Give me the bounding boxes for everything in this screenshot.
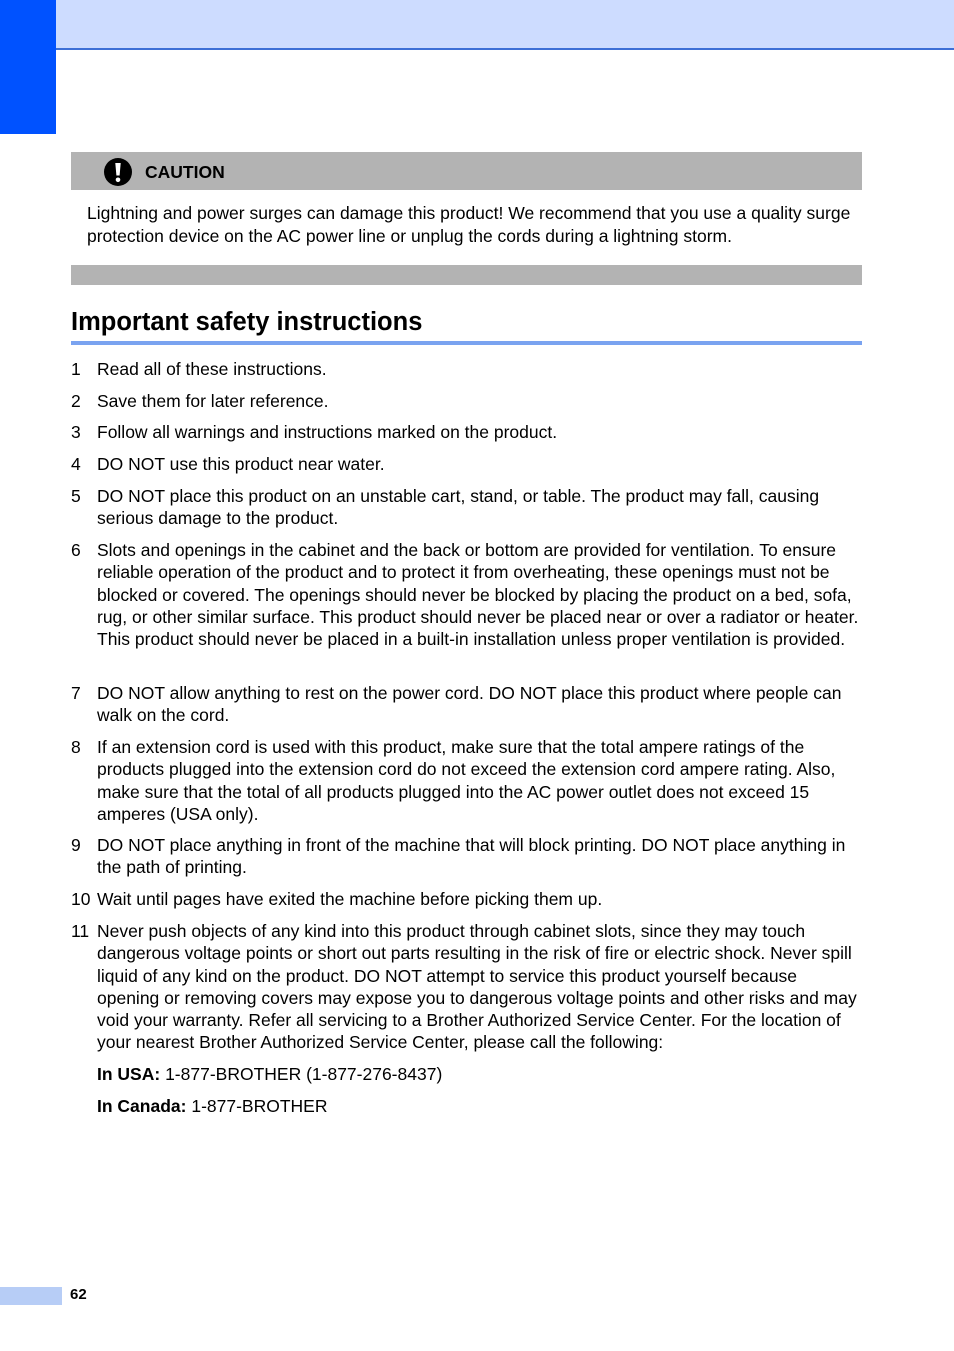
list-item: [71, 485, 862, 530]
header-band: [56, 0, 954, 50]
item-text: DO NOT use this product near water.: [97, 454, 385, 474]
item-text: Never push objects of any kind into this product through cabinet slots, since they may touch dangerous voltage points or short out parts resulting in the risk of fire or electric shock. Never spill liquid of any kind on the product. DO NOT attempt to service this product yourself because opening or removing covers may expose you to dangerous voltage points and other risks and may void your warranty. Refer all servicing to a Brother Authorized Service Center. For the location of your nearest Brother Authorized Service Center, please call the following:: [97, 921, 857, 1053]
list-item: [71, 421, 862, 443]
item-text: DO NOT place this product on an unstable cart, stand, or table. The product may fall, causing serious damage to the product.: [97, 486, 820, 529]
page-number: 62: [70, 1286, 87, 1303]
item-number: 10: [71, 889, 91, 909]
item-text: DO NOT allow anything to rest on the power cord. DO NOT place this product where people can walk on the cord.: [97, 683, 842, 726]
contact-usa-value: 1-877-BROTHER (1-877-276-8437): [160, 1064, 443, 1084]
item-number: 5: [71, 486, 81, 506]
list-item: [71, 834, 862, 879]
chapter-tab: [0, 0, 56, 134]
list-item: [71, 888, 862, 910]
item-text: Slots and openings in the cabinet and the back or bottom are provided for ventilation. To ensure reliable operation of the product and to protect it from overheating, these openings must not be blocked or covered. The openings should never be blocked by placing the product on a bed, sofa, rug, or other similar surface. This product should never be placed near or over a radiator or heater. This product should never be placed in a built-in installation unless proper ventilation is provided.: [97, 540, 859, 650]
caution-title: CAUTION: [145, 162, 225, 182]
item-number: 11: [71, 921, 90, 941]
item-text: Read all of these instructions.: [97, 359, 327, 379]
item-number: 3: [71, 422, 81, 442]
item-number: 9: [71, 835, 81, 855]
section-heading: Important safety instructions: [71, 305, 862, 345]
caution-header: [71, 152, 862, 190]
item-text: Wait until pages have exited the machine before picking them up.: [97, 889, 603, 909]
list-item: [71, 920, 862, 1054]
item-number: 7: [71, 683, 81, 703]
caution-body: Lightning and power surges can damage this product! We recommend that you use a quality surge protection device on the AC power line or unplug the cords during a lightning storm.: [87, 203, 851, 246]
list-item: [71, 736, 862, 825]
contact-canada-value: 1-877-BROTHER: [186, 1096, 328, 1116]
list-item: [71, 358, 862, 380]
item-number: 6: [71, 540, 81, 560]
item-text: DO NOT place anything in front of the machine that will block printing. DO NOT place anything in the path of printing.: [97, 835, 846, 878]
item-number: 4: [71, 454, 81, 474]
item-text: Follow all warnings and instructions marked on the product.: [97, 422, 558, 442]
item-number: 1: [71, 359, 81, 379]
contact-usa-label: In USA:: [97, 1064, 161, 1084]
list-item: [71, 390, 862, 412]
list-item: [71, 453, 862, 475]
contact-canada-label: In Canada:: [97, 1096, 187, 1116]
item-text: If an extension cord is used with this product, make sure that the total ampere ratings of the products plugged into the extension cord do not exceed the extension cord ampere rating. Also, make sure that the total of all products plugged into the AC power outlet does not exceed 15 amperes (USA only).: [97, 737, 836, 824]
list-item: [71, 682, 862, 727]
item-number: 2: [71, 391, 81, 411]
caution-footer: [71, 265, 862, 285]
page-number-bar: [0, 1287, 62, 1305]
contact-canada: [97, 1095, 327, 1117]
item-number: 8: [71, 737, 81, 757]
item-text: Save them for later reference.: [97, 391, 329, 411]
contact-usa: [97, 1063, 442, 1085]
exclamation-icon: [104, 158, 132, 186]
list-item: [71, 539, 862, 650]
